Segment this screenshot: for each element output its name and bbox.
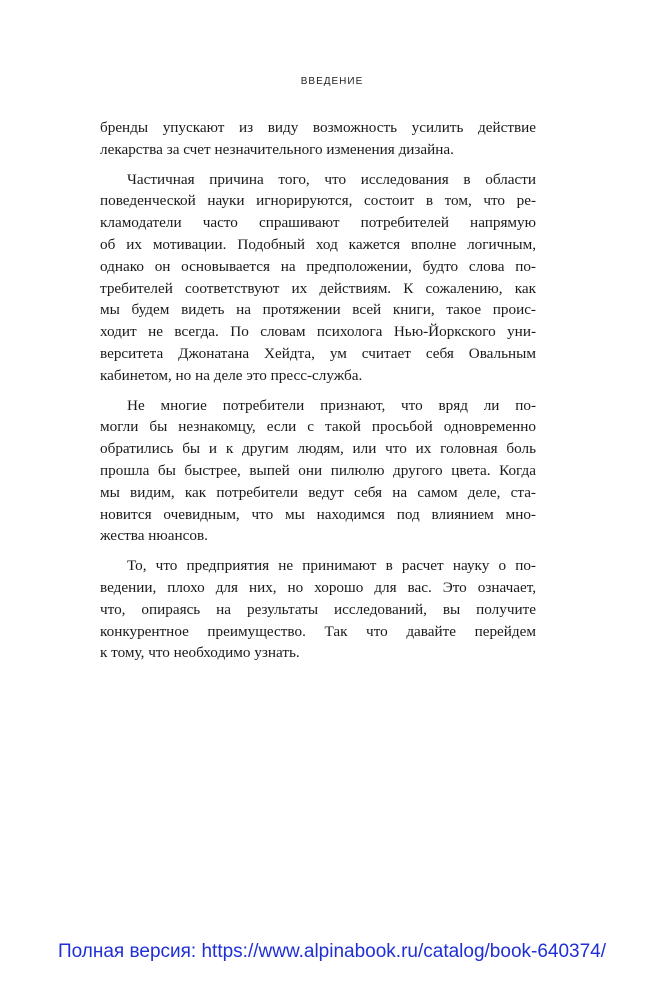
text-line: Частичная причина того, что исследования в области [127, 170, 536, 188]
text-line: требителей соответствуют их действиям. К сожалению, как [100, 279, 536, 297]
text-line: новится очевидным, что мы находимся под влиянием мно- [100, 505, 536, 523]
text-line: кламодатели часто спрашивают потребителей напрямую [100, 214, 536, 232]
text-line: однако он основывается на предположении, будто слова по- [100, 257, 536, 275]
text-line: То, что предприятия не принимают в расчет науку о по- [127, 557, 536, 575]
text-line: мы будем видеть на протяжении всей книги, такое проис- [100, 301, 536, 319]
text-line: мы видим, как потребители ведут себя на самом деле, ста- [100, 483, 536, 501]
paragraph-4 [100, 555, 536, 664]
text-line: обратились бы и к другим людям, или что их головная боль [100, 440, 536, 458]
full-version-link-text[interactable]: Полная версия: https://www.alpinabook.ru/catalog/book-640374/ [57, 941, 607, 962]
text-line: прошла бы быстрее, выпей они пилюлю другого цвета. Когда [100, 461, 536, 479]
text-line: ведении, плохо для них, но хорошо для вас. Это означает, [100, 578, 536, 596]
text-line: могли бы незнакомцу, если с такой просьбой одновременно [100, 418, 536, 436]
text-line: поведенческой науки игнорируются, состоит в том, что ре- [100, 192, 536, 210]
running-head: ВВЕДЕНИЕ [300, 76, 364, 87]
text-line: Не многие потребители признают, что вряд ли по- [127, 396, 536, 414]
text-line: к тому, что необходимо узнать. [100, 644, 300, 662]
paragraph-3 [100, 395, 536, 548]
paragraph-2 [100, 169, 536, 387]
text-line: кабинетом, но на деле это пресс-служба. [100, 366, 363, 384]
text-line: конкурентное преимущество. Так что давайте перейдем [100, 622, 536, 640]
text-line: об их мотивации. Подобный ход кажется вполне логичным, [100, 235, 536, 253]
text-line: ходит не всегда. По словам психолога Нью-Йоркского уни- [100, 323, 536, 341]
full-version-link[interactable] [0, 941, 664, 963]
text-line: бренды упускают из виду возможность усилить действие [100, 119, 536, 136]
text-line: лекарства за счет незначительного изменения дизайна. [100, 140, 454, 158]
text-line: верситета Джонатана Хейдта, ум считает себя Овальным [100, 344, 536, 362]
paragraph-1 [100, 117, 536, 161]
text-line: что, опираясь на результаты исследований, вы получите [100, 600, 536, 618]
body-text [100, 117, 536, 672]
text-line: жества нюансов. [100, 527, 208, 545]
